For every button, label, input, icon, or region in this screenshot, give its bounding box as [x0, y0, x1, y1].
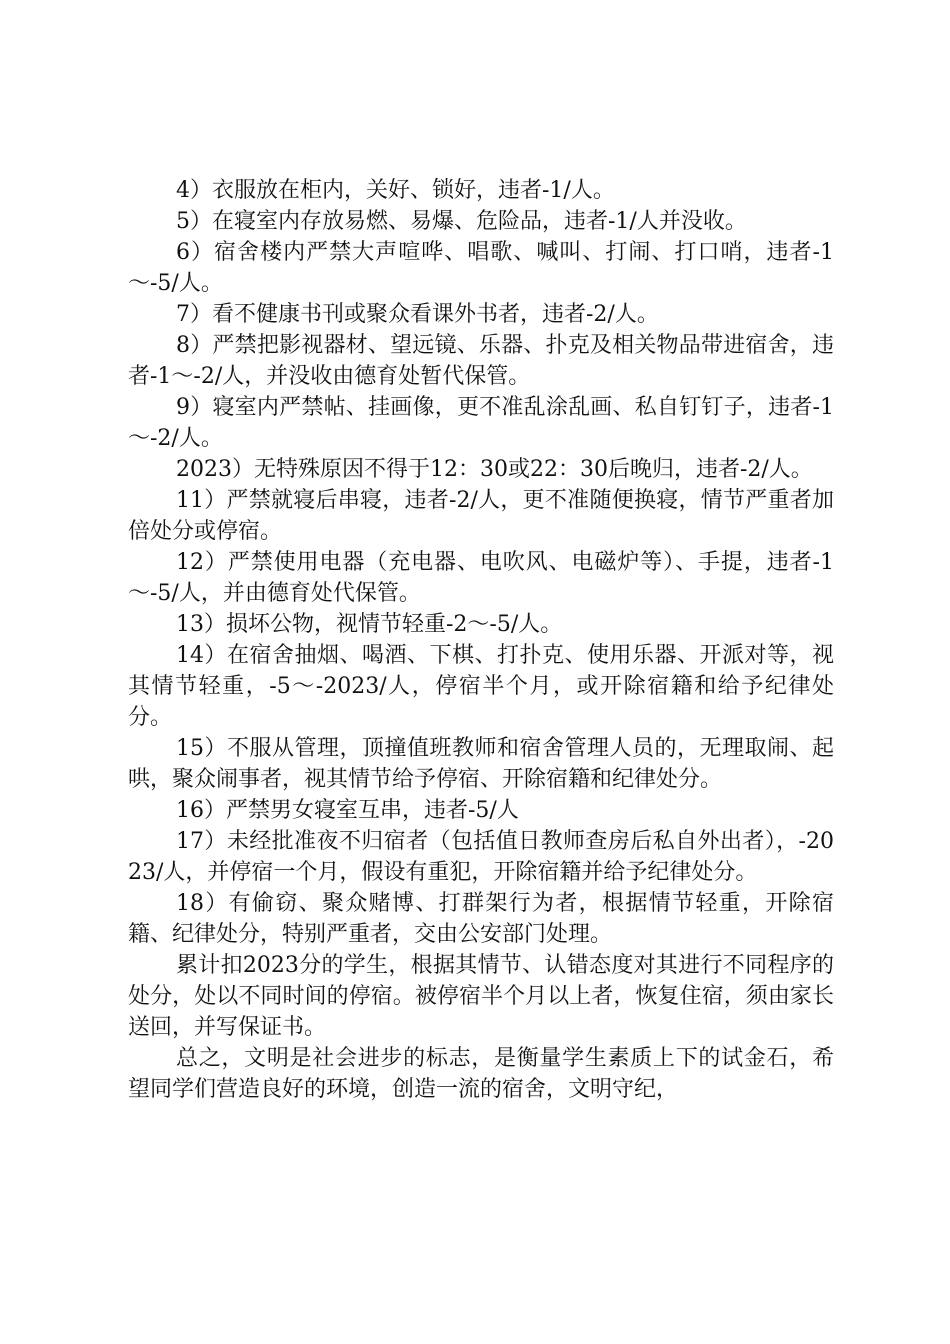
document-body — [128, 175, 834, 1105]
rule-item-13: 13）损坏公物，视情节轻重-2～-5/人。 — [176, 612, 563, 637]
rule-item-7: 7）看不健康书刊或聚众看课外书者，违者-2/人。 — [176, 302, 659, 327]
rule-item-10: 2023）无特殊原因不得于12：30或22：30后晚归，违者-2/人。 — [176, 457, 813, 482]
rule-item-6: 6）宿舍楼内严禁大声喧哗、唱歌、喊叫、打闹、打口哨，违者-1～-5/人。 — [128, 240, 834, 296]
rule-item-16: 16）严禁男女寝室互串，违者-5/人 — [176, 798, 519, 823]
accumulated-penalty-paragraph: 累计扣2023分的学生，根据其情节、认错态度对其进行不同程序的处分，处以不同时间的停宿。被停宿半个月以上者，恢复住宿，须由家长送回，并写保证书。 — [128, 953, 834, 1040]
rule-item-11: 11）严禁就寝后串寝，违者-2/人，更不准随便换寝，情节严重者加倍处分或停宿。 — [128, 488, 834, 544]
rule-item-4: 4）衣服放在柜内，关好、锁好，违者-1/人。 — [176, 178, 615, 203]
rule-item-17: 17）未经批准夜不归宿者（包括值日教师查房后私自外出者），-2023/人，并停宿一个月，假设有重犯，开除宿籍并给予纪律处分。 — [128, 829, 834, 885]
rule-item-8: 8）严禁把影视器材、望远镜、乐器、扑克及相关物品带进宿舍，违者-1～-2/人，并没收由德育处暂代保管。 — [128, 333, 834, 389]
conclusion-paragraph: 总之，文明是社会进步的标志，是衡量学生素质上下的试金石，希望同学们营造良好的环境，创造一流的宿舍，文明守纪， — [128, 1046, 834, 1102]
rule-item-14: 14）在宿舍抽烟、喝酒、下棋、打扑克、使用乐器、开派对等，视其情节轻重，-5～-2023/人，停宿半个月，或开除宿籍和给予纪律处分。 — [128, 643, 834, 730]
rule-item-5: 5）在寝室内存放易燃、易爆、危险品，违者-1/人并没收。 — [176, 209, 747, 234]
rule-item-12: 12）严禁使用电器（充电器、电吹风、电磁炉等）、手提，违者-1～-5/人，并由德育处代保管。 — [128, 550, 834, 606]
rule-item-18: 18）有偷窃、聚众赌博、打群架行为者，根据情节轻重，开除宿籍、纪律处分，特别严重者，交由公安部门处理。 — [128, 891, 834, 947]
rule-item-9: 9）寝室内严禁帖、挂画像，更不准乱涂乱画、私自钉钉子，违者-1～-2/人。 — [128, 395, 834, 451]
rule-item-15: 15）不服从管理，顶撞值班教师和宿舍管理人员的，无理取闹、起哄，聚众闹事者，视其情节给予停宿、开除宿籍和纪律处分。 — [128, 736, 834, 792]
